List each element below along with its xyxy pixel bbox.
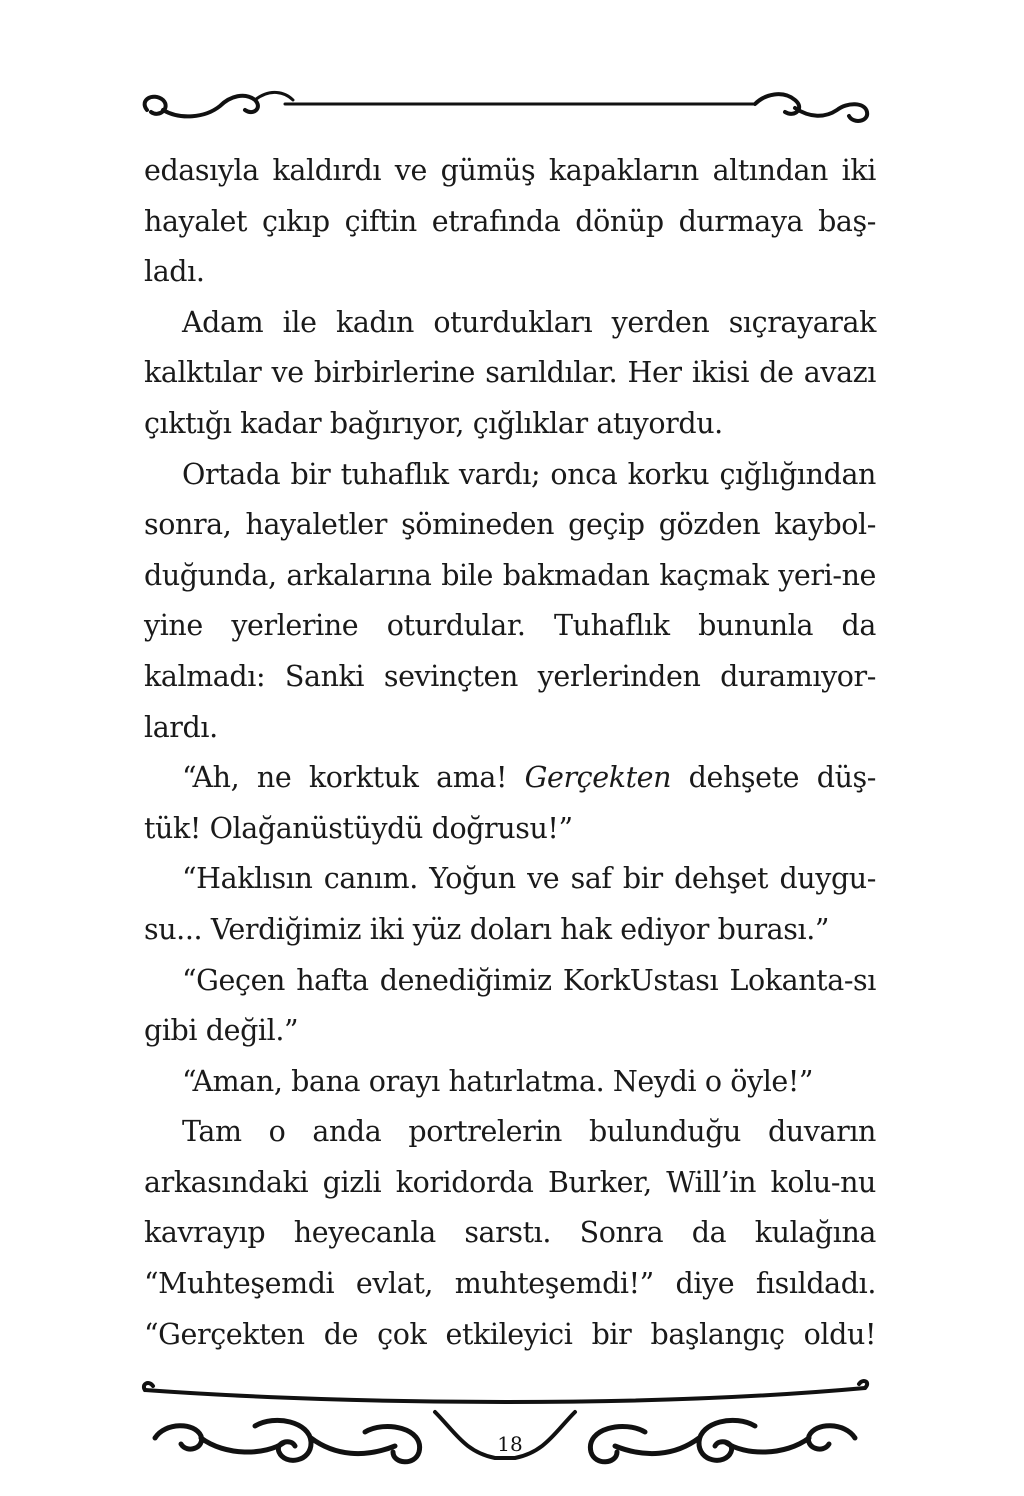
paragraph-4-italic: Gerçekten	[524, 761, 672, 795]
paragraph-4	[144, 753, 876, 854]
paragraph-2: Adam ile kadın oturdukları yerden sıçrayarak kalktılar ve birbirlerine sarıldılar. Her ikisi de avazı çıktığı kadar bağırıyor, çığlıklar atıyordu.	[144, 305, 876, 440]
paragraph-5: “Haklısın canım. Yoğun ve saf bir dehşet duygu-su... Verdiğimiz iki yüz doları hak ediyor burası.”	[144, 862, 876, 946]
paragraph-8: Tam o anda portrelerin bulunduğu duvarın arkasındaki gizli koridorda Burker, Will’in kolu-nu kavrayıp heyecanla sarstı. Sonra da kulağına “Muhteşemdi evlat, muhteşemdi!” diye fısıldadı. “Gerçekten de çok etkileyici bir başlangıç oldu!	[144, 1115, 876, 1351]
paragraph-7: “Aman, bana orayı hatırlatma. Neydi o öyle!”	[182, 1064, 814, 1098]
paragraph-3: Ortada bir tuhaflık vardı; onca korku çığlığından sonra, hayaletler şömineden geçip gözden kaybol-duğunda, arkalarına bile bakmadan kaçmak yeri-ne yine yerlerine oturdular. Tuhaflık bununla da kalmadı: Sanki sevinçten yerlerinden duramıyor-lardı.	[144, 457, 876, 744]
bottom-ornament-flourish	[135, 1372, 875, 1482]
paragraph-4-before: “Ah, ne korktuk ama!	[182, 761, 525, 795]
body-text	[144, 146, 876, 1360]
page-number: 18	[497, 1432, 523, 1456]
paragraph-4-after: dehşete düş-tük! Olağanüstüydü doğrusu!”	[144, 761, 876, 845]
paragraph-1: edasıyla kaldırdı ve gümüş kapakların altından iki hayalet çıkıp çiftin etrafında dönüp durmaya baş-ladı.	[144, 154, 876, 289]
top-ornament-flourish	[135, 78, 875, 138]
paragraph-6: “Geçen hafta denediğimiz KorkUstası Lokanta-sı gibi değil.”	[144, 963, 876, 1048]
